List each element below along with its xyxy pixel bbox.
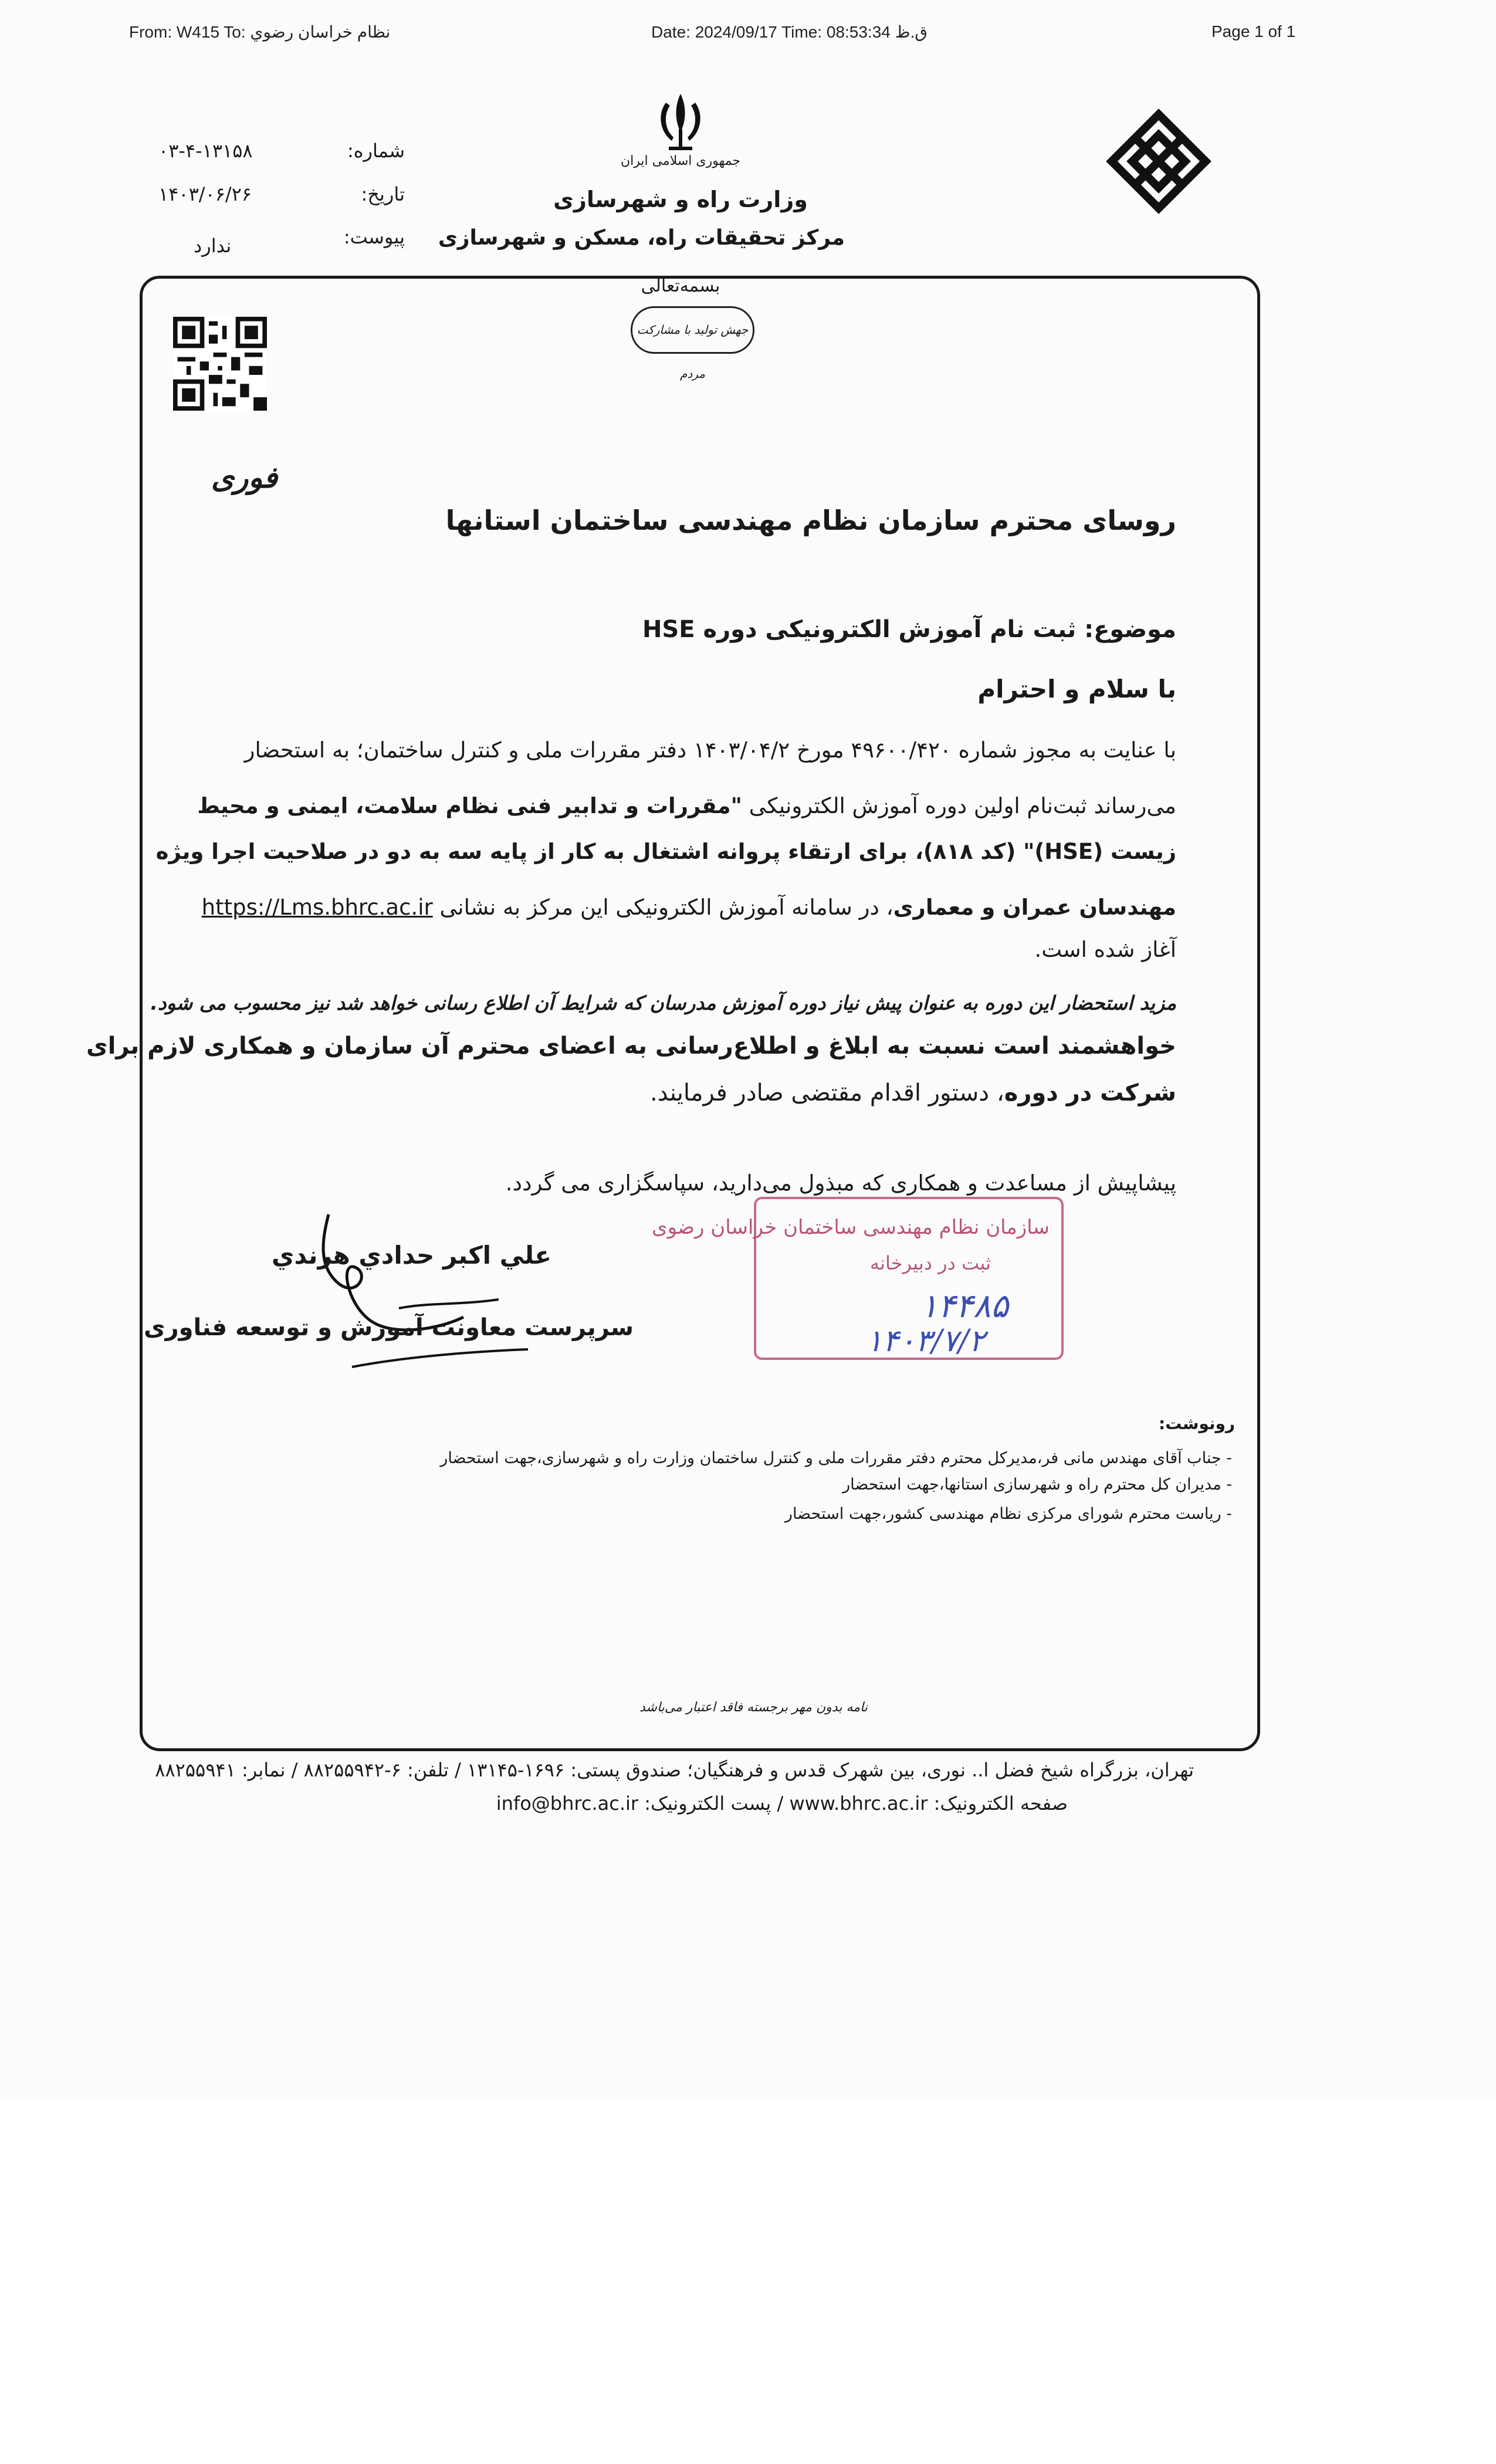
note-line: مزید استحضار این دوره به عنوان پیش نیاز دوره آموزش مدرسان که شرایط آن اطلاع رسانی خواهد شد نیز محسوب می شود. — [150, 991, 1176, 1014]
signer-name: علي اکبر حدادي هرندي — [271, 1241, 551, 1270]
number-label: شماره: — [347, 140, 405, 162]
body-line-4-text: ، در سامانه آموزش الکترونیکی این مرکز به نشانی — [432, 895, 893, 920]
thanks-line: پیشاپیش از مساعدت و همکاری که مبذول می‌دارید، سپاسگزاری می گردد. — [505, 1170, 1176, 1196]
qr-code-icon — [173, 317, 267, 411]
course-title: "مقررات و تدابیر فنی نظام سلامت، ایمنی و محیط — [197, 793, 742, 818]
basmala: بسمه‌تعالی — [641, 276, 720, 296]
stamp-title: سازمان نظام مهندسی ساختمان خراسان رضوی — [651, 1216, 1050, 1239]
subject: موضوع: ثبت نام آموزش الکترونیکی دوره HSE — [642, 616, 1176, 643]
cc-item: - مدیران کل محترم راه و شهرسازی استانها،جهت استحضار — [842, 1475, 1232, 1494]
stamp-date: ۱۴۰۳/۷/۲ — [866, 1324, 985, 1359]
signer-title: سرپرست معاونت آموزش و توسعه فناوری — [143, 1314, 634, 1341]
date-value: ۱۴۰۳/۰۶/۲۶ — [158, 183, 252, 205]
center-title: مرکز تحقیقات راه، مسکن و شهرسازی — [438, 226, 845, 250]
footer-address: تهران، بزرگراه شیخ فضل ا.. نوری، بین شهرک قدس و فرهنگیان؛ صندوق پستی: ۱۶۹۶-۱۳۱۴۵ / تلفن: ۶-۸۸۲۵۵۹۴۲ / نمابر: ۸۸۲۵۵۹۴۱ — [155, 1759, 1194, 1781]
recipient: روسای محترم سازمان نظام مهندسی ساختمان استانها — [445, 505, 1176, 536]
attachment-label: پیوست: — [343, 226, 405, 248]
bhrc-logo-icon — [1103, 106, 1214, 217]
body-line-5: آغاز شده است. — [1034, 937, 1176, 962]
cc-item: - ریاست محترم شورای مرکزی نظام مهندسی کشور،جهت استحضار — [784, 1505, 1232, 1523]
request-line-1: خواهشمند است نسبت به ابلاغ و اطلاع‌رسانی به اعضای محترم آن سازمان و همکاری لازم برای — [86, 1033, 1176, 1060]
body-line-3: زیست (HSE)" (کد ۸۱۸)، برای ارتقاء پروانه اشتغال به کار از پایه سه به دو در صلاحیت اجرا ویژه — [155, 839, 1176, 864]
urgent-label: فوری — [211, 461, 278, 495]
footer-contact: صفحه الکترونیک: www.bhrc.ac.ir / پست الکترونیک: info@bhrc.ac.ir — [496, 1792, 1068, 1815]
date-label: تاریخ: — [361, 183, 405, 205]
audience: مهندسان عمران و معماری — [893, 895, 1176, 920]
body-line-2 — [197, 795, 1176, 817]
lms-link[interactable]: https://Lms.bhrc.ac.ir — [201, 895, 433, 920]
body-line-2-text: می‌رساند ثبت‌نام اولین دوره آموزش الکترونیکی — [742, 793, 1176, 818]
fax-page-count: Page 1 of 1 — [1211, 22, 1296, 40]
stamp-subtitle: ثبت در دبیرخانه — [869, 1252, 991, 1274]
cc-item: - جناب آقای مهندس مانی فر،مدیرکل محترم دفتر مقررات ملی و کنترل ساختمان وزارت راه و شهرسازی،جهت استحضار — [440, 1449, 1232, 1467]
cc-title: رونوشت: — [1159, 1414, 1235, 1433]
stamp-number: ۱۴۴۸۵ — [920, 1287, 1008, 1325]
number-value: ۰۳-۴-۱۳۱۵۸ — [158, 140, 253, 162]
request-bold: شرکت در دوره — [1004, 1079, 1176, 1106]
body-line-1: با عنایت به مجوز شماره ۴۹۶۰۰/۴۲۰ مورخ ۱۴۰۳/۰۴/۲ دفتر مقررات ملی و کنترل ساختمان؛ به استحضار — [244, 737, 1176, 763]
body-line-4 — [202, 896, 1176, 918]
handwritten-signature — [305, 1203, 569, 1379]
iran-emblem-icon — [645, 88, 716, 158]
ministry-title: وزارت راه و شهرسازی — [553, 187, 808, 212]
registration-stamp — [651, 1197, 1064, 1360]
motto-badge: جهش تولید با مشارکت مردم — [631, 306, 754, 354]
fax-date: Date: 2024/09/17 Time: 08:53:34 ق.ظ — [651, 23, 928, 41]
greeting: با سلام و احترام — [977, 675, 1176, 703]
request-tail: ، دستور اقدام مقتضی صادر فرمایند. — [650, 1079, 1004, 1106]
request-line-2 — [650, 1079, 1176, 1106]
attachment-value: ندارد — [194, 235, 232, 257]
fax-from: From: W415 To: نظام خراسان رضوي — [129, 23, 391, 41]
validity-note: نامه بدون مهر برجسته فاقد اعتبار می‌باشد — [639, 1700, 868, 1715]
republic-title: جمهوری اسلامی ایران — [620, 154, 741, 168]
